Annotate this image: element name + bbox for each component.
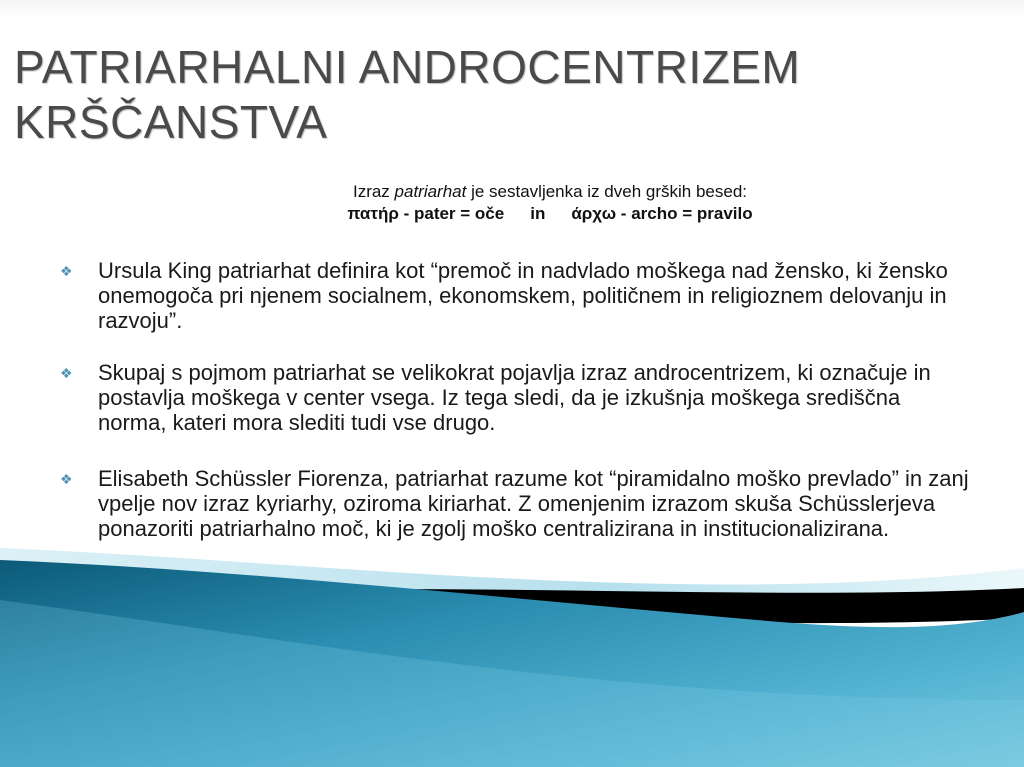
- list-item-text: Skupaj s pojmom patriarhat se velikokrat pojavlja izraz androcentrizem, ki označuje in postavlja moškega v center vsega. Iz tega sledi, da je izkušnja moškega središčna norma, kateri mora slediti tudi vse drugo.: [98, 360, 931, 435]
- bullet-list: [60, 258, 970, 541]
- list-item-text: Ursula King patriarhat definira kot “premoč in nadvlado moškega nad žensko, ki žensko onemogoča pri njenem socialnem, ekonomskem, političnem in religioznem delovanju in razvoju”.: [98, 258, 948, 333]
- etymology-words: [160, 203, 940, 225]
- title-line-2: KRŠČANSTVA: [14, 96, 328, 148]
- greek-word-pater: πατήρ - pater = oče: [347, 204, 505, 223]
- list-item: [60, 258, 970, 333]
- slide-title: [14, 40, 974, 150]
- title-line-1: PATRIARHALNI ANDROCENTRIZEM: [14, 41, 801, 93]
- list-item: [60, 360, 970, 435]
- diamond-bullet-icon: ❖: [60, 365, 73, 381]
- diamond-bullet-icon: ❖: [60, 263, 73, 279]
- greek-word-archo: άρχω - archo = pravilo: [571, 204, 753, 223]
- etymology-connector: in: [530, 204, 546, 223]
- etymology-intro: [160, 181, 940, 203]
- list-item-text: Elisabeth Schüssler Fiorenza, patriarhat razume kot “piramidalno moško prevlado” in zanj vpelje nov izraz kyriarhy, oziroma kiriarhat. Z omenjenim izrazom skuša Schüsslerjeva ponazoriti patriarhalno moč, ki je zgolj moško centralizirana in institucionalizirana.: [98, 466, 969, 541]
- etymology-prefix: Izraz: [352, 182, 395, 201]
- diamond-bullet-icon: ❖: [60, 471, 73, 487]
- etymology-suffix: je sestavljenka iz dveh grških besed:: [466, 182, 748, 201]
- etymology-term: patriarhat: [394, 182, 467, 201]
- etymology-note: [160, 181, 940, 225]
- list-item: [60, 466, 970, 541]
- header-shade: [0, 0, 1024, 28]
